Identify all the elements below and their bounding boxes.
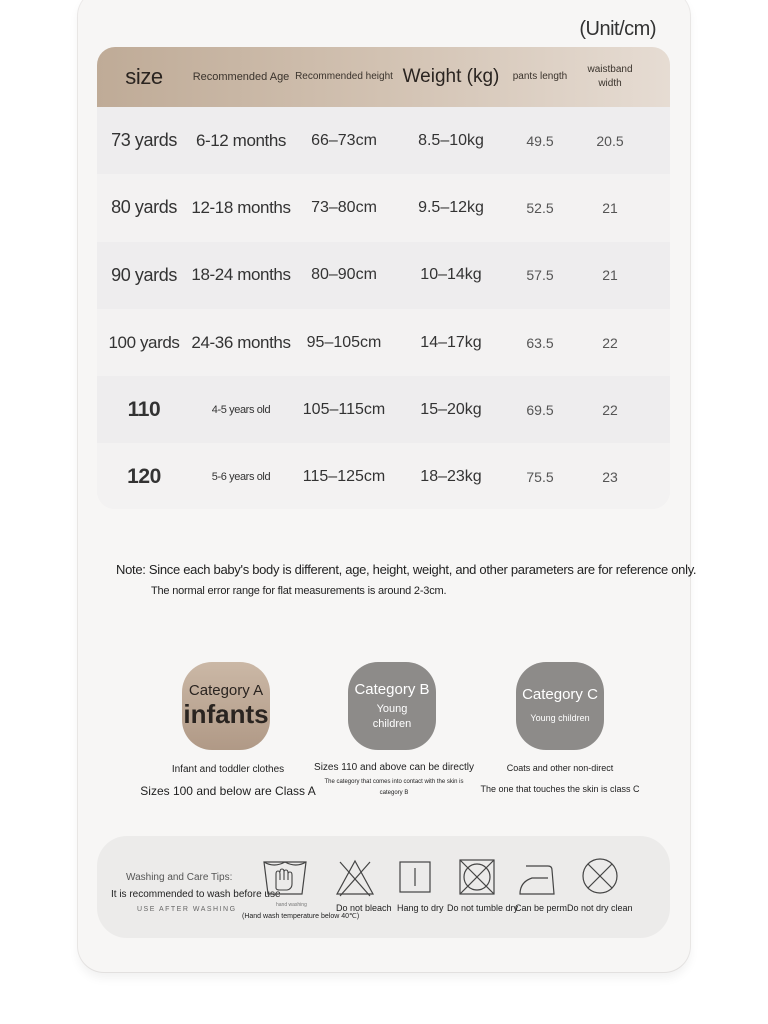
no-bleach-label: Do not bleach <box>336 903 392 913</box>
note-line-1: Note: Since each baby's body is different, age, height, weight, and other parameters are for reference only. <box>116 562 697 577</box>
unit-label: (Unit/cm) <box>579 18 656 40</box>
cell-pants-length: 63.5 <box>526 334 554 351</box>
washing-title: Washing and Care Tips: <box>126 872 233 883</box>
header-waistband-width: waistband width <box>587 64 633 89</box>
cell-waistband: 21 <box>602 199 618 216</box>
category-c-title: Category C <box>522 686 598 703</box>
category-c-desc-1: Coats and other non-direct <box>506 763 614 773</box>
cell-waistband: 22 <box>602 334 618 351</box>
cell-weight: 15–20kg <box>420 400 482 418</box>
category-b-badge <box>348 662 436 750</box>
category-c-badge <box>516 662 604 750</box>
hand-wash-label: hand washing <box>276 902 307 908</box>
category-a-badge <box>182 662 270 750</box>
cell-size: 100 yards <box>108 332 180 352</box>
cell-weight: 9.5–12kg <box>418 198 484 216</box>
note-line-2: The normal error range for flat measurements is around 2-3cm. <box>151 585 447 597</box>
cell-height: 105–115cm <box>302 400 386 418</box>
header-height: Recommended height <box>295 71 393 82</box>
category-a-title: Category A <box>188 682 264 699</box>
size-table <box>97 47 670 509</box>
cell-height: 66–73cm <box>311 131 377 149</box>
cell-height: 115–125cm <box>302 468 386 486</box>
cell-pants-length: 57.5 <box>526 267 554 284</box>
no-dry-clean-label: Do not dry clean <box>567 903 633 913</box>
no-bleach-icon <box>334 858 376 898</box>
no-tumble-dry-icon <box>458 858 496 896</box>
cell-weight: 8.5–10kg <box>418 131 484 149</box>
cell-pants-length: 69.5 <box>526 401 554 418</box>
cell-height: 95–105cm <box>306 333 382 351</box>
iron-icon <box>518 860 558 898</box>
cell-weight: 10–14kg <box>420 266 482 284</box>
use-after-washing-label: USE AFTER WASHING <box>137 906 237 913</box>
cell-pants-length: 49.5 <box>526 132 554 149</box>
cell-waistband: 21 <box>602 267 618 284</box>
cell-waistband: 20.5 <box>596 132 624 149</box>
category-a-desc-2: Sizes 100 and below are Class A <box>140 784 316 798</box>
hand-wash-icon <box>262 858 308 898</box>
washing-tip: It is recommended to wash before use <box>111 889 281 900</box>
category-b-sub-1: Young <box>376 702 408 715</box>
cell-pants-length: 75.5 <box>526 469 554 486</box>
cell-size: 110 <box>127 397 161 421</box>
category-b-title: Category B <box>354 680 430 698</box>
category-b-desc-2: The category that comes into contact with the skin is <box>324 779 464 785</box>
cell-size: 73 yards <box>111 130 177 151</box>
cell-age: 5-6 years old <box>211 471 271 484</box>
cell-size: 90 yards <box>111 264 177 285</box>
no-dry-clean-icon <box>580 856 620 896</box>
table-row <box>97 242 670 309</box>
cell-pants-length: 52.5 <box>526 199 554 216</box>
hang-dry-label: Hang to dry <box>397 903 444 913</box>
cell-waistband: 22 <box>602 401 618 418</box>
cell-age: 4-5 years old <box>211 403 271 416</box>
header-pants-length: pants length <box>512 71 568 82</box>
category-a-desc-1: Infant and toddler clothes <box>171 764 285 775</box>
no-tumble-dry-label: Do not tumble dry <box>447 903 519 913</box>
header-size: size <box>125 64 163 89</box>
cell-weight: 14–17kg <box>420 333 482 351</box>
category-a-sub: infants <box>183 699 269 729</box>
table-row <box>97 107 670 174</box>
hand-wash-note: (Hand wash temperature below 40℃) <box>242 913 360 920</box>
table-row <box>97 376 670 443</box>
table-row <box>97 309 670 376</box>
table-row <box>97 174 670 241</box>
table-body <box>97 107 670 509</box>
cell-height: 80–90cm <box>311 266 377 284</box>
cell-age: 24-36 months <box>191 332 291 352</box>
table-row <box>97 443 670 509</box>
category-b-desc-3: category B <box>379 790 409 796</box>
category-b-sub-2: children <box>372 717 412 730</box>
cell-age: 6-12 months <box>195 130 287 150</box>
header-age: Recommended Age <box>192 71 290 83</box>
cell-weight: 18–23kg <box>420 468 482 486</box>
cell-waistband: 23 <box>602 469 618 486</box>
hang-dry-icon <box>398 860 432 894</box>
cell-size: 120 <box>127 465 161 489</box>
category-c-sub: Young children <box>530 713 590 723</box>
category-c-desc-2: The one that touches the skin is class C <box>480 784 640 794</box>
header-weight: Weight (kg) <box>402 66 500 87</box>
cell-age: 12-18 months <box>191 197 291 217</box>
cell-height: 73–80cm <box>311 198 377 216</box>
cell-age: 18-24 months <box>191 265 291 285</box>
table-header <box>97 47 670 107</box>
iron-label: Can be perm <box>515 903 568 913</box>
cell-size: 80 yards <box>111 197 177 218</box>
category-b-desc-1: Sizes 110 and above can be directly <box>314 762 474 773</box>
